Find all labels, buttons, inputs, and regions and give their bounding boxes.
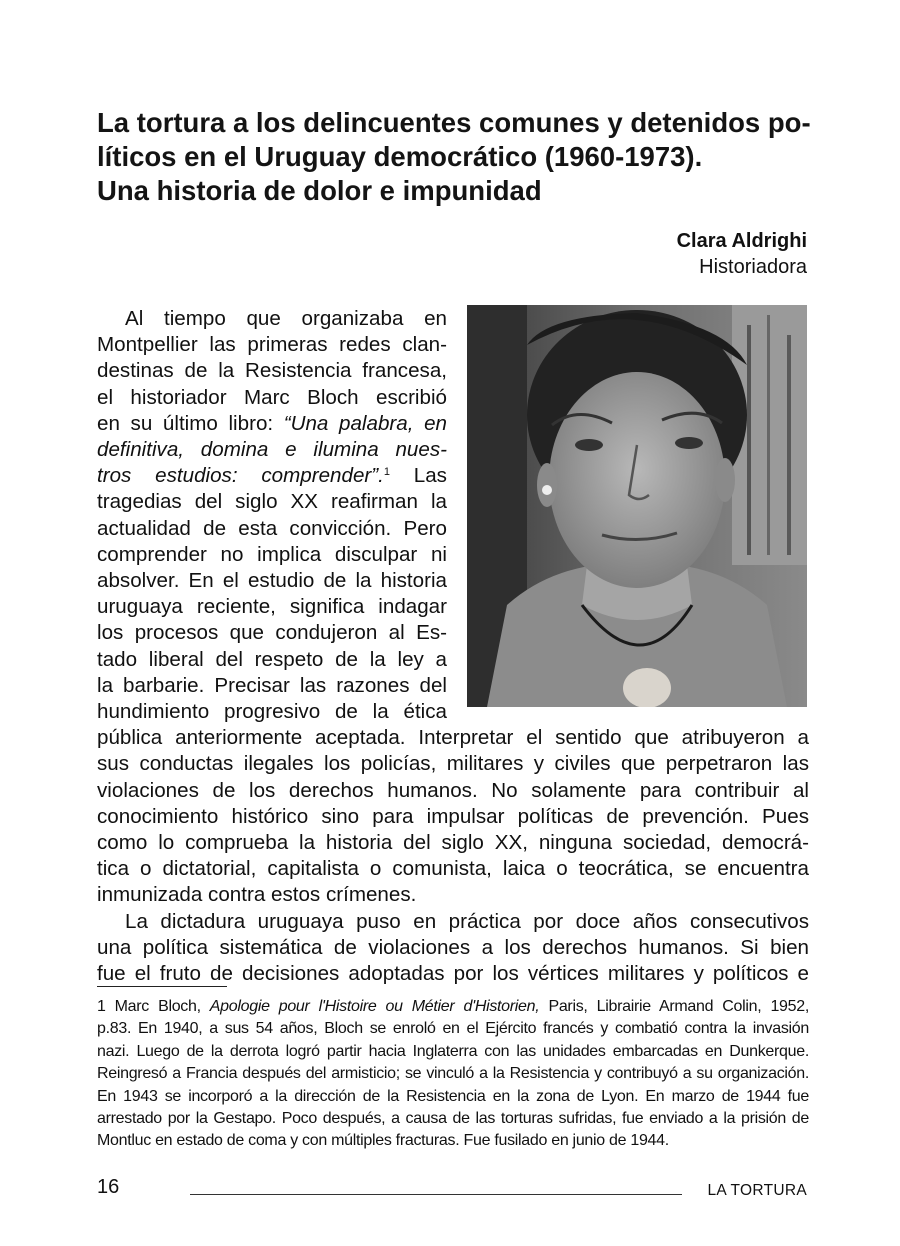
text-line: tragedias del siglo XX reafirman la <box>97 490 447 514</box>
article-body <box>97 306 809 987</box>
footnote-line: En 1943 se incorporó a la dirección de la Resistencia en la zona de Lyon. En marzo de 1944 fue <box>97 1087 809 1105</box>
text-line: pública anteriormente aceptada. Interpretar el sentido que atribuyeron a <box>97 726 809 750</box>
author-name: Clara Aldrighi <box>676 230 807 252</box>
text-line: violaciones de los derechos humanos. No solamente para contribuir al <box>97 778 809 802</box>
text-line: fue el fruto de decisiones adoptadas por los vértices militares y políticos e <box>97 962 809 986</box>
title-line: Una historia de dolor e impunidad <box>97 175 542 206</box>
text-line <box>97 411 447 437</box>
running-title: LA TORTURA <box>707 1182 807 1199</box>
text-line: comprender no implica disculpar ni <box>97 542 447 566</box>
footnote-line: Montluc en estado de coma y con múltiples fracturas. Fue fusilado en junio de 1944. <box>97 1132 669 1150</box>
text-line: la barbarie. Precisar las razones del <box>97 673 447 697</box>
text-line: actualidad de esta convicción. Pero <box>97 516 447 540</box>
article-title <box>97 106 812 208</box>
text-line: destinas de la Resistencia francesa, <box>97 359 447 383</box>
text-line: uruguaya reciente, significa indagar <box>97 595 447 619</box>
text-fragment: en su último libro: <box>97 411 284 435</box>
footnote-line: Reingresó a Francia después del armisticio; se vinculó a la Resistencia y contribuyó a su organización. <box>97 1065 809 1083</box>
title-line: líticos en el Uruguay democrático (1960-1973). <box>97 141 703 172</box>
text-line: absolver. En el estudio de la historia <box>97 569 447 593</box>
text-line: hundimiento progresivo de la ética <box>97 700 447 724</box>
text-line: los procesos que condujeron al Es- <box>97 621 447 645</box>
text-line: conocimiento histórico sino para impulsar políticas de prevención. Pues <box>97 804 809 828</box>
text-line: Al tiempo que organizaba en <box>125 307 447 330</box>
book-title: Apologie pour l'Histoire ou Métier d'Historien, <box>209 998 540 1015</box>
text-line <box>97 437 447 463</box>
footer-rule <box>190 1194 682 1195</box>
text-fragment: 1 Marc Bloch, <box>97 998 210 1015</box>
quote-fragment: tros estudios: comprender”. <box>97 464 384 488</box>
text-line <box>97 463 447 489</box>
author-role: Historiadora <box>699 256 807 278</box>
text-fragment: Paris, Librairie Armand Colin, 1952, <box>539 998 809 1015</box>
title-line: La tortura a los delincuentes comunes y detenidos po- <box>97 107 811 138</box>
text-line: sus conductas ilegales los policías, militares y civiles que perpetraron las <box>97 752 809 776</box>
paragraph-2 <box>97 909 809 988</box>
paragraph-1 <box>97 306 809 909</box>
footnote-reference[interactable]: 1 <box>383 466 390 479</box>
quote-fragment: definitiva, domina e ilumina nues- <box>97 438 447 462</box>
page-number: 16 <box>97 1176 120 1198</box>
text-fragment: Las <box>389 464 447 488</box>
text-line: el historiador Marc Bloch escribió <box>97 385 447 409</box>
quote-fragment: “Una palabra, en <box>283 411 447 435</box>
text-line: tica o dictatorial, capitalista o comunista, laica o teocrática, se encuentra <box>97 857 809 881</box>
text-line: Montpellier las primeras redes clan- <box>97 333 447 357</box>
text-line: como lo comprueba la historia del siglo XX, ninguna sociedad, democrá- <box>97 831 809 855</box>
text-line: tado liberal del respeto de la ley a <box>97 647 447 671</box>
footnote-line: arrestado por la Gestapo. Poco después, a causa de las torturas sufridas, fue enviado a la prisión de <box>97 1110 809 1128</box>
footnote-divider <box>97 986 227 987</box>
author-block <box>677 228 807 280</box>
text-line: La dictadura uruguaya puso en práctica por doce años consecutivos <box>125 909 809 933</box>
footnote-line: p.83. En 1940, a sus 54 años, Bloch se enroló en el Ejército francés y combatió contra la invasión <box>97 1020 809 1038</box>
text-line: una política sistemática de violaciones a los derechos humanos. Si bien <box>97 935 809 959</box>
text-line: inmunizada contra estos crímenes. <box>97 883 417 907</box>
footnote-line: nazi. Luego de la derrota logró partir hacia Inglaterra con las unidades embarcadas en Dunkerque. <box>97 1042 809 1060</box>
footnote-line <box>97 996 809 1018</box>
footnote <box>97 996 809 1153</box>
